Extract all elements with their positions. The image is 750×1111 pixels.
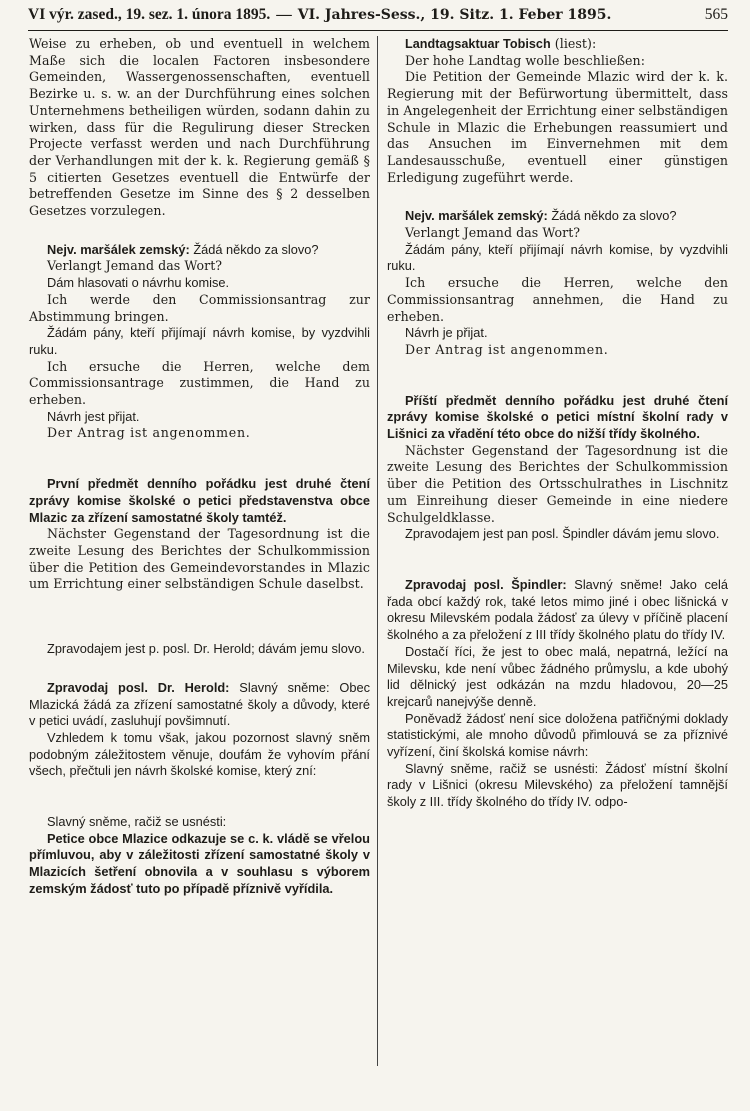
header-rule: [28, 30, 728, 31]
paragraph: [387, 577, 728, 644]
paragraph: Ich ersuche die Herren, welche den Commissionsantrag annehmen, die Hand zu erheben.: [387, 275, 728, 324]
paragraph: Weise zu erheben, ob und eventuell in welchem Maße sich die localen Factoren insbesondere Gemeinden, Wassergenossenschaften, eventuell Bezirke u. s. w. an der Durchführung eines solchen Unternehmens betheiligen würden, sodann dahin zu wirken, dass für die Regulirung dieser Strecken Projecte verfasst werden und nach Durchführung der Verhandlungen mit der k. k. Regierung gemäß § 5 citierten Gesetzes eventuell die Entwürfe der betreffenden Gesetze im Sinne des § 2 desselben Gesetzes vorzulegen.: [29, 36, 370, 219]
paragraph: Slavný sněme, račiž se usnésti:: [47, 814, 227, 830]
speech-text: Slavný sněme: Obec Mlazická žádá za zřízení samostatné školy a důvody, které v petici uvádí, zasluhují povšimnutí.: [29, 679, 370, 729]
paragraph: Nächster Gegenstand der Tagesordnung ist die zweite Lesung des Berichtes der Schulkommission über die Petition des Ortsschulrathes in Lischnitz um Einreihung dieser Gemeinde in eine niedere Schulgeldklasse.: [387, 442, 728, 525]
speaker-name: Nejv. maršálek zemský:: [47, 241, 190, 257]
speech-text: Slavný sněme! Jako celá řada obcí každý rok, také letos mimo jiné i obec lišnická v okresu Milevském podala žádosť za úlevy v příčině placení školného a za přeložení z III třídy školného platu do třídy IV.: [387, 576, 728, 643]
speaker-name: Nejv. maršálek zemský:: [405, 208, 548, 224]
paragraph: Der Antrag ist angenommen.: [47, 425, 251, 441]
paragraph: Der hohe Landtag wolle beschließen:: [405, 52, 646, 68]
header-czech: VI výr. zased., 19. sez. 1. února 1895.: [28, 6, 271, 23]
paragraph: Ich ersuche die Herren, welche dem Commissionsantrage zustimmen, die Hand zu erheben.: [29, 358, 370, 408]
paragraph: Ich werde den Commissionsantrag zur Abstimmung bringen.: [29, 291, 370, 324]
paragraph: Verlangt Jemand das Wort?: [405, 225, 581, 241]
paragraph: Verlangt Jemand das Wort?: [47, 258, 223, 274]
paragraph: Návrh je přijat.: [405, 325, 488, 341]
agenda-item: První předmět denního pořádku jest druhé čtení zprávy komise školské o petici představenstva obce Mlazic za zřízení samostatné školy tamtéž.: [29, 476, 370, 525]
left-column: [29, 36, 370, 898]
paragraph: Poněvadž žádosť není sice doložena patřičnými doklady statistickými, ale mnoho důvodů přimlouvá se za příznivé vyřízení, činí školská komise návrh:: [387, 710, 728, 760]
resolution-text: Petice obce Mlazice odkazuje se c. k. vládě se vřelou přímluvou, aby v záležitosti zřízení samostatné školy v Mlazicích šetření obnovila a v souhlasu s výborem zemským žádosť tuto po případě příznivě vyřídila.: [29, 830, 370, 896]
paragraph: Dám hlasovati o návrhu komise.: [47, 275, 230, 291]
paragraph: Dostačí říci, že jest to obec malá, nepatrná, ležící na Milevsku, kde není vůbec žádného průmyslu, a kde ubohý lid dělnický jest odkázán na mzdu hladovou, 20—25 krejcarů nanejvýše denně.: [387, 643, 728, 709]
speaker-name: Zpravodaj posl. Špindler:: [405, 576, 567, 592]
paragraph: Zpravodajem jest pan posl. Špindler dávám jemu slovo.: [405, 526, 720, 542]
column-divider: [377, 36, 378, 1066]
speech-text: Žádá někdo za slovo?: [189, 241, 319, 257]
speech-text: Žádá někdo za slovo?: [547, 208, 677, 224]
paragraph: Vzhledem k tomu však, jakou pozornost slavný sněm podobným záležitostem věnuje, doufám že vyhovím přání všech, přečtuli jen návrh školské komise, který zní:: [29, 729, 370, 779]
paragraph: Die Petition der Gemeinde Mlazic wird der k. k. Regierung mit der Befürwortung übermittelt, dass in Angelegenheit der Errichtung einer selbständigen Schule in Mlazic die Erhebungen reassumiert und das Ansuchen im Einvernehmen mit dem Landesausschuße, eventuell einer günstigen Erledigung zugeführt werde.: [387, 69, 728, 185]
header-separator: —: [276, 6, 292, 23]
paragraph: Návrh jest přijat.: [47, 408, 140, 424]
paragraph: Žádám pány, kteří přijímají návrh komise, by vyzdvihli ruku.: [29, 325, 370, 357]
paragraph: [29, 242, 370, 259]
header-german: VI. Jahres-Sess., 19. Sitz. 1. Feber 1895.: [297, 7, 612, 23]
paragraph: [29, 680, 370, 730]
paragraph: Nächster Gegenstand der Tagesordnung ist die zweite Lesung des Berichtes der Schulkommission über die Petition des Gemeindevorstandes in Mlazic um Errichtung einer selbständigen Schule daselbst.: [29, 526, 370, 592]
paragraph: Slavný sněme, račiž se usnésti: Žádosť místní školní rady v Lišnici (okresu Milevského) za přeložení tamnější školy z III. třídy školného do třídy IV. odpo-: [387, 760, 728, 810]
paragraph: [387, 36, 728, 53]
agenda-item: Příští předmět denního pořádku jest druhé čtení zprávy komise školské o petici místní školní rady v Lišnici za vřadění této obce do nižší třídy školného.: [387, 392, 728, 442]
paragraph: [387, 208, 728, 225]
paragraph: Žádám pány, kteří přijímají návrh komise, by vyzdvihli ruku.: [387, 241, 728, 274]
speech-text: (liest):: [550, 36, 597, 51]
paragraph: Zpravodajem jest p. posl. Dr. Herold; dávám jemu slovo.: [47, 641, 365, 657]
page-number: 565: [704, 6, 728, 23]
page-header: [28, 6, 728, 30]
speaker-name: Landtagsaktuar Tobisch: [405, 37, 551, 51]
right-column: [387, 36, 728, 811]
speaker-name: Zpravodaj posl. Dr. Herold:: [47, 679, 230, 695]
paragraph: Der Antrag ist angenommen.: [405, 341, 609, 357]
